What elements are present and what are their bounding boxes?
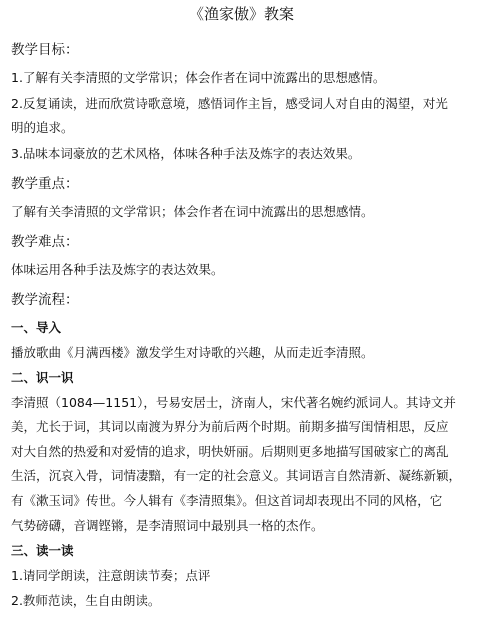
objective-item: 3.品味本词豪放的艺术风格，体味各种手法及炼字的表达效果。 <box>11 146 361 161</box>
know-line: 美，尤长于词，其词以南渡为界分为前后两个时期。前期多描写闺情相思，反应 <box>11 419 449 434</box>
objectives-heading: 教学目标： <box>11 42 79 58</box>
key-points-text: 了解有关李清照的文学常识；体会作者在词中流露出的思想感情。 <box>11 204 374 219</box>
objective-item: 明的追求。 <box>11 120 74 135</box>
read-heading: 三、读一读 <box>11 543 74 558</box>
key-points-heading: 教学重点： <box>11 176 79 192</box>
difficulties-text: 体味运用各种手法及炼字的表达效果。 <box>11 262 224 277</box>
know-heading: 二、识一识 <box>11 370 74 385</box>
know-line: 气势磅礴，音调铿锵，是李清照词中最别具一格的杰作。 <box>11 518 324 533</box>
know-line: 生活，沉哀入骨，词情凄黯，有一定的社会意义。其词语言自然清新、凝练新颖， <box>11 468 462 483</box>
know-line: 有《漱玉词》传世。今人辑有《李清照集》。但这首词却表现出不同的风格，它 <box>11 493 443 508</box>
read-item: 2.教师范读，生自由朗读。 <box>11 593 161 608</box>
intro-heading: 一、导入 <box>11 320 62 335</box>
process-heading: 教学流程： <box>11 292 79 308</box>
difficulties-heading: 教学难点： <box>11 234 79 250</box>
page-title: 《渔家傲》教案 <box>188 5 294 23</box>
know-line: 李清照（1084—1151），号易安居士，济南人，宋代著名婉约派词人。其诗文并 <box>11 395 456 410</box>
objective-item: 2.反复诵读，进而欣赏诗歌意境，感悟词作主旨，感受词人对自由的渴望，对光 <box>11 96 448 111</box>
intro-text: 播放歌曲《月满西楼》激发学生对诗歌的兴趣，从而走近李清照。 <box>11 345 374 360</box>
read-item: 1.请同学朗读，注意朗读节奏；点评 <box>11 568 211 583</box>
know-line: 对大自然的热爱和对爱情的追求，明快妍丽。后期则更多地描写国破家亡的离乱 <box>11 444 449 459</box>
objective-item: 1.了解有关李清照的文学常识；体会作者在词中流露出的思想感情。 <box>11 70 386 85</box>
